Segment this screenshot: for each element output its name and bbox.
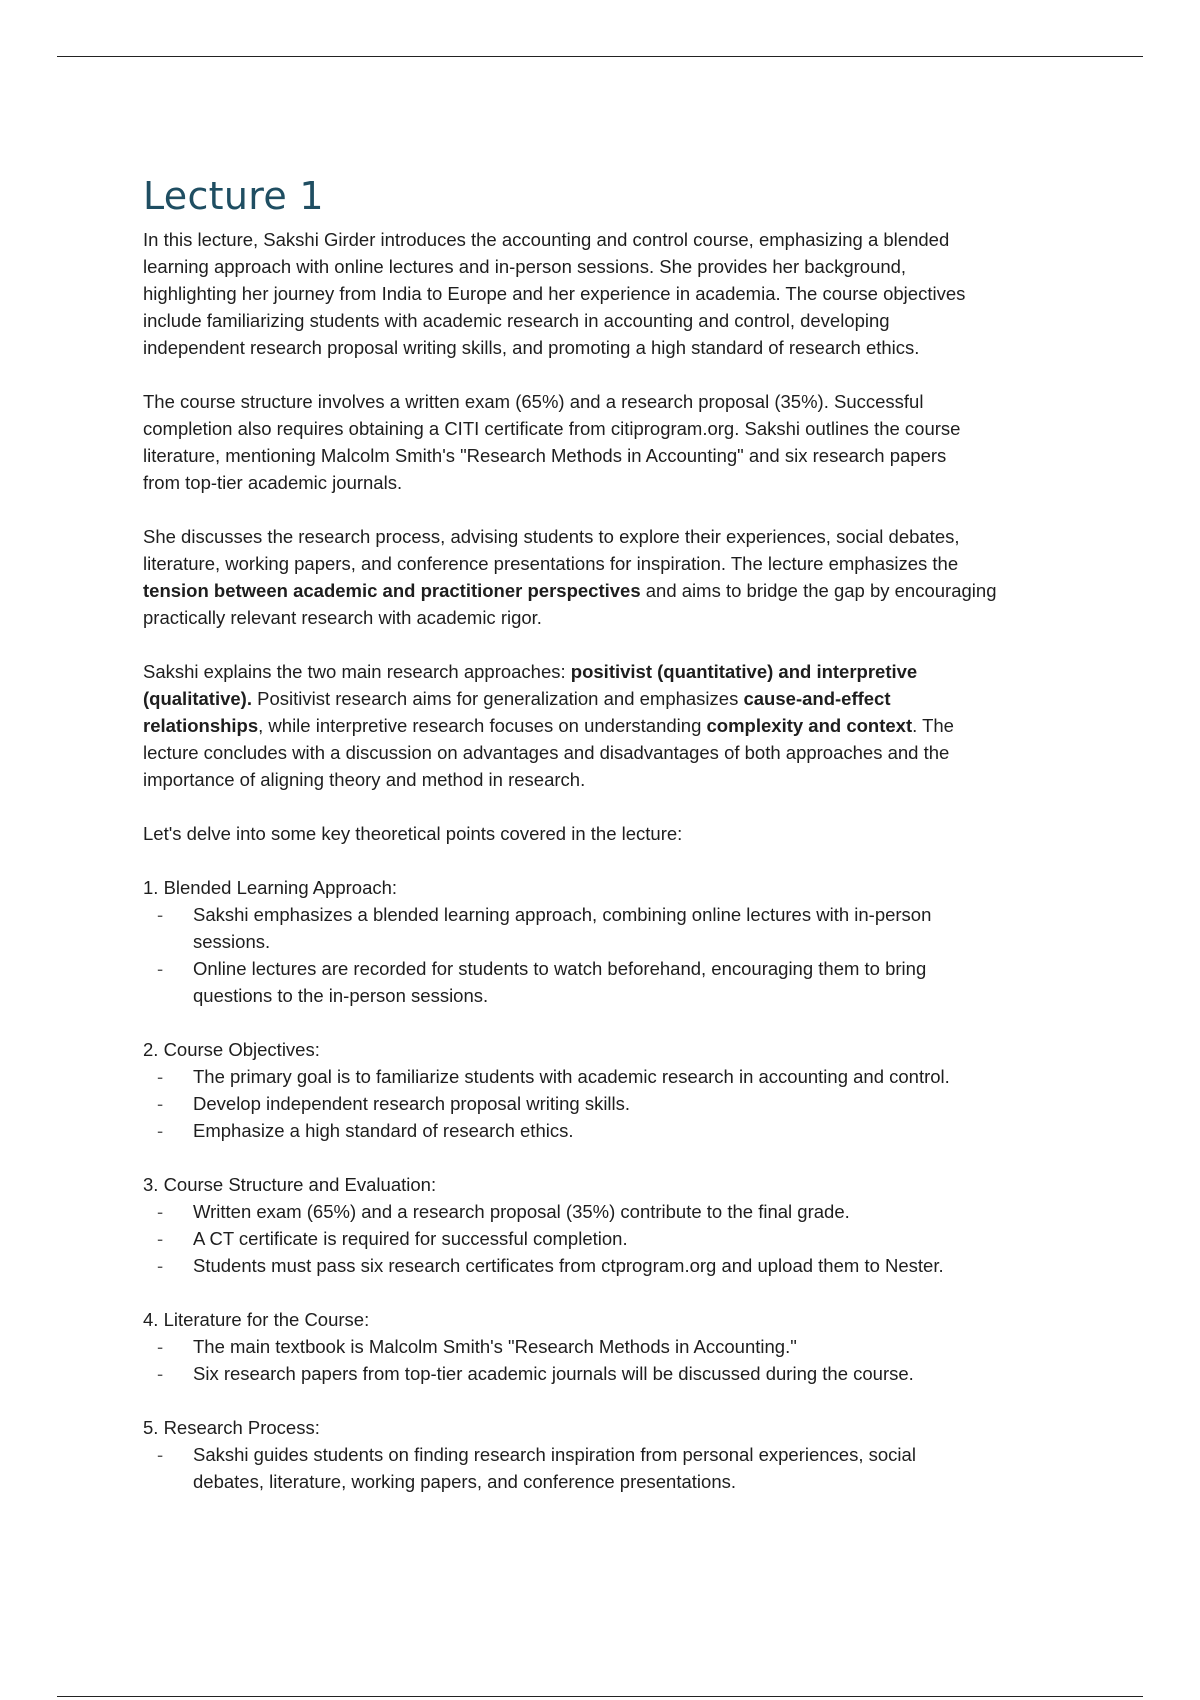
section-heading: 3. Course Structure and Evaluation: [143,1174,437,1195]
text-line [143,577,1063,604]
bullet-text-line: questions to the in-person sessions. [193,985,489,1006]
bullet-dash-icon: - [157,1336,164,1357]
text-line [143,658,1063,685]
paragraph-research-process [143,523,1063,631]
paragraph-research-approaches [143,658,1063,793]
paragraph-key-points-intro [143,820,1063,847]
section-heading: 4. Literature for the Course: [143,1309,370,1330]
text-line: She discusses the research process, advising students to explore their experiences, social debates, [143,526,960,547]
section-block [143,874,1063,1009]
text-fragment: and aims to bridge the gap by encouraging [640,580,997,601]
text-line: learning approach with online lectures and in-person sessions. She provides her background, [143,256,907,277]
bullet-dash-icon: - [157,1093,164,1114]
text-fragment: . The [912,715,954,736]
text-line: practically relevant research with academic rigor. [143,607,542,628]
bullet-list [143,1441,1063,1495]
text-line: In this lecture, Sakshi Girder introduces the accounting and control course, emphasizing a blended [143,229,950,250]
bullet-list [143,1333,1063,1387]
text-line: The course structure involves a written exam (65%) and a research proposal (35%). Successful [143,391,924,412]
bullet-item [143,1090,1063,1117]
bullet-item [143,1252,1063,1279]
text-fragment: Sakshi explains the two main research approaches: [143,661,571,682]
bullet-item [143,901,1063,955]
bold-phrase: complexity and context [706,715,913,736]
bullet-text-line: Written exam (65%) and a research proposal (35%) contribute to the final grade. [193,1201,850,1222]
bullet-dash-icon: - [157,1120,164,1141]
bullet-item [143,1333,1063,1360]
section-block [143,1171,1063,1279]
bullet-item [143,1441,1063,1495]
bold-phrase: relationships [143,715,259,736]
bullet-item [143,1063,1063,1090]
section-block [143,1036,1063,1144]
section-block [143,1414,1063,1495]
bullet-item [143,955,1063,1009]
text-line: lecture concludes with a discussion on advantages and disadvantages of both approaches and the [143,742,950,763]
text-line [143,685,1063,712]
bullet-text-line: Online lectures are recorded for students to watch beforehand, encouraging them to bring [193,958,927,979]
section-heading: 1. Blended Learning Approach: [143,877,398,898]
bullet-text-line: The primary goal is to familiarize students with academic research in accounting and control. [193,1066,950,1087]
bullet-dash-icon: - [157,1066,164,1087]
bullet-dash-icon: - [157,904,164,925]
key-points-list [143,874,1063,1495]
bullet-dash-icon: - [157,1444,164,1465]
bullet-text-line: A CT certificate is required for successful completion. [193,1228,628,1249]
bullet-text-line: Develop independent research proposal writing skills. [193,1093,631,1114]
text-line: highlighting her journey from India to Europe and her experience in academia. The course objectives [143,283,966,304]
text-line [143,712,1063,739]
document-body [143,172,1063,1522]
header-rule [57,56,1143,57]
bullet-item [143,1198,1063,1225]
text-line: Let's delve into some key theoretical points covered in the lecture: [143,823,683,844]
text-fragment: , while interpretive research focuses on understanding [258,715,707,736]
bullet-item [143,1117,1063,1144]
section-block [143,1306,1063,1387]
bullet-item [143,1360,1063,1387]
paragraph-intro [143,226,1063,361]
bold-phrase: tension between academic and practitioner perspectives [143,580,641,601]
bullet-text-line: sessions. [193,931,271,952]
text-line: literature, mentioning Malcolm Smith's "Research Methods in Accounting" and six research papers [143,445,947,466]
bullet-dash-icon: - [157,1201,164,1222]
bold-phrase: (qualitative). [143,688,252,709]
bullet-text-line: The main textbook is Malcolm Smith's "Research Methods in Accounting." [193,1336,797,1357]
text-line: include familiarizing students with academic research in accounting and control, developing [143,310,890,331]
page-title: Lecture 1 [143,174,324,218]
text-line: literature, working papers, and conference presentations for inspiration. The lecture emphasizes the [143,553,959,574]
bullet-text-line: Six research papers from top-tier academic journals will be discussed during the course. [193,1363,914,1384]
bullet-text-line: debates, literature, working papers, and conference presentations. [193,1471,736,1492]
bullet-dash-icon: - [157,1363,164,1384]
text-fragment: Positivist research aims for generalization and emphasizes [251,688,744,709]
bullet-text-line: Students must pass six research certificates from ctprogram.org and upload them to Nester. [193,1255,944,1276]
bullet-list [143,1198,1063,1279]
footer-rule [57,1696,1143,1697]
bullet-list [143,901,1063,1009]
section-heading: 2. Course Objectives: [143,1039,320,1060]
bullet-dash-icon: - [157,1228,164,1249]
text-line: from top-tier academic journals. [143,472,403,493]
bullet-item [143,1225,1063,1252]
bold-phrase: positivist (quantitative) and interpretive [570,661,918,682]
bullet-dash-icon: - [157,958,164,979]
text-line: importance of aligning theory and method in research. [143,769,586,790]
bullet-text-line: Emphasize a high standard of research ethics. [193,1120,574,1141]
bullet-list [143,1063,1063,1144]
text-line: completion also requires obtaining a CITI certificate from citiprogram.org. Sakshi outlines the course [143,418,961,439]
paragraph-course-structure [143,388,1063,496]
section-heading: 5. Research Process: [143,1417,320,1438]
bullet-text-line: Sakshi emphasizes a blended learning approach, combining online lectures with in-person [193,904,932,925]
bullet-dash-icon: - [157,1255,164,1276]
bullet-text-line: Sakshi guides students on finding research inspiration from personal experiences, social [193,1444,916,1465]
bold-phrase: cause-and-effect [743,688,891,709]
text-line: independent research proposal writing skills, and promoting a high standard of research ethics. [143,337,920,358]
